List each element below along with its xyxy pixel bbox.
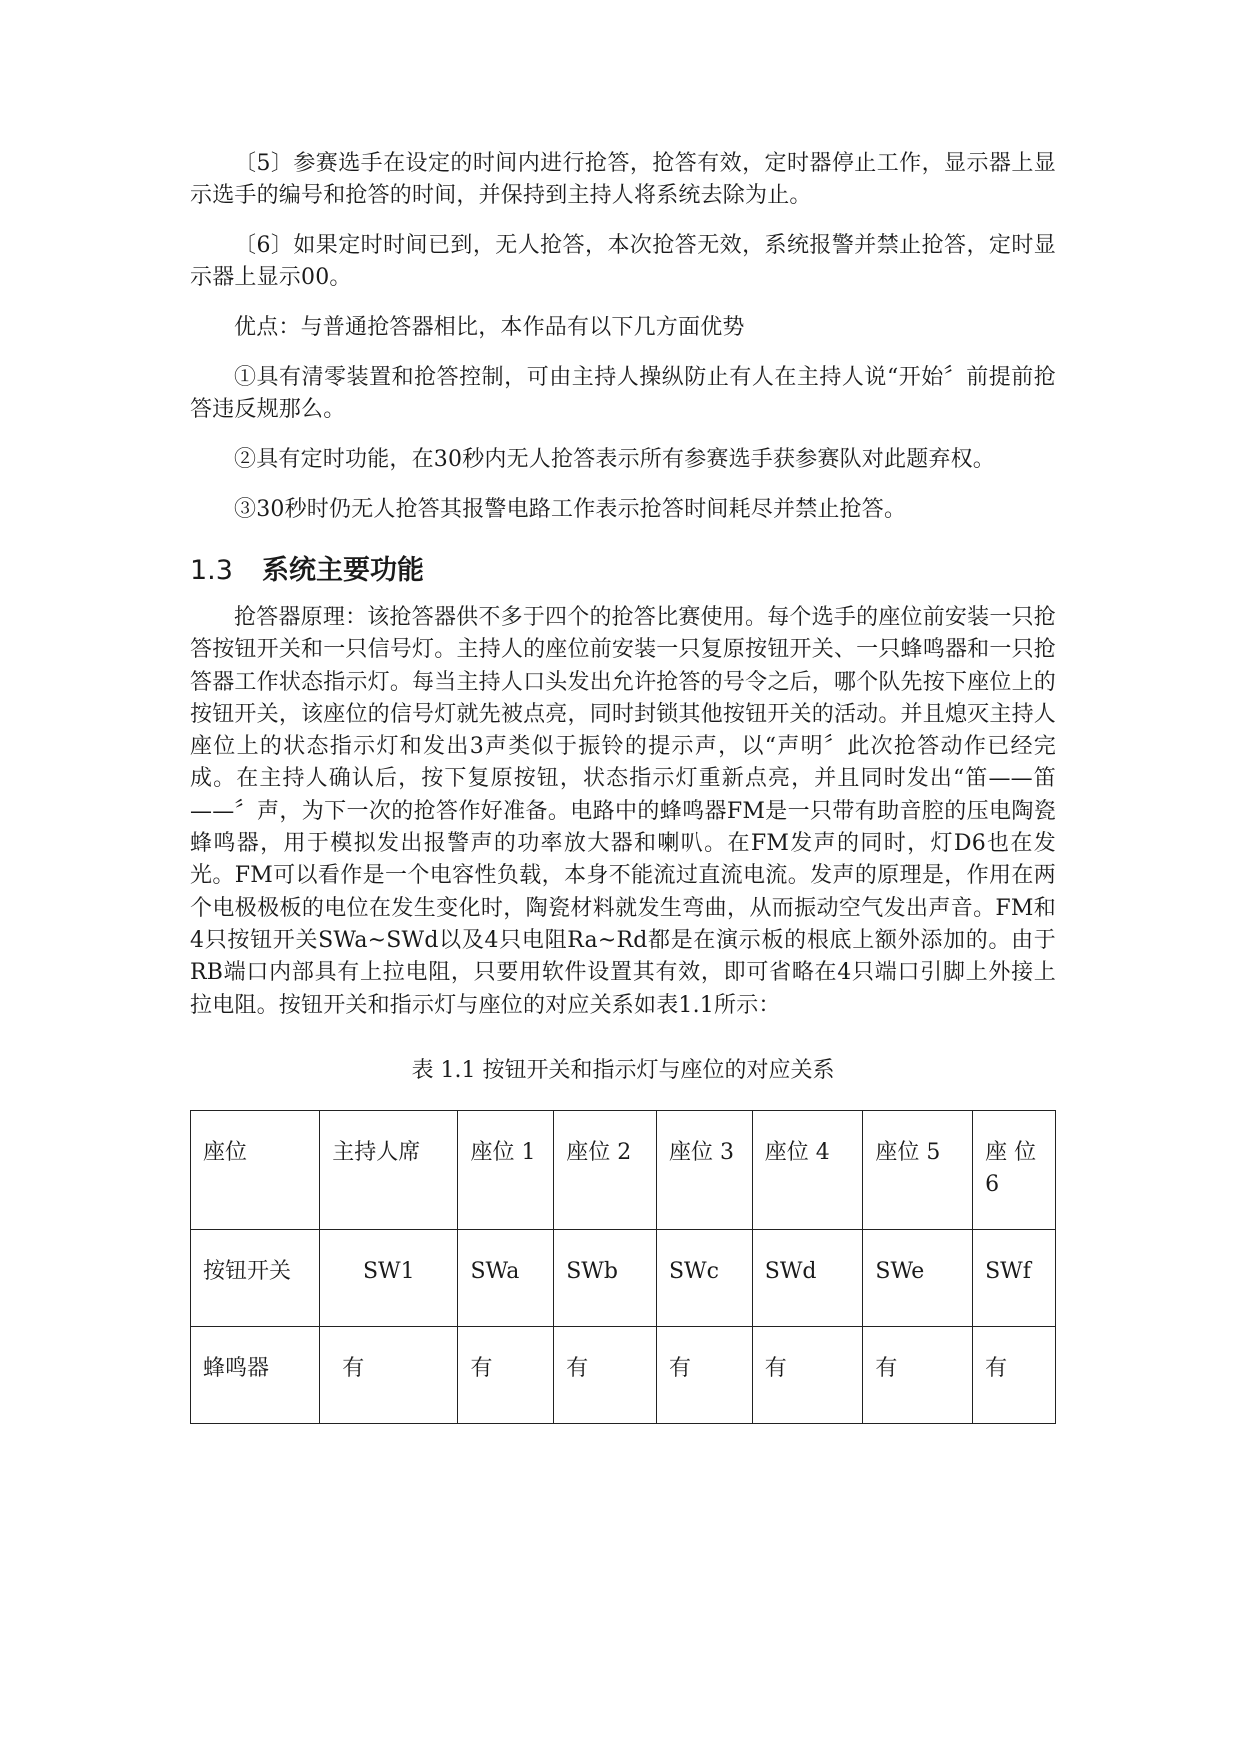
paragraph-item-6: 〔6〕如果定时时间已到，无人抢答，本次抢答无效，系统报警并禁止抢答，定时显示器上显示00。 — [190, 233, 1056, 290]
table-cell: 座位 3 — [656, 1110, 752, 1229]
document-page — [190, 148, 1056, 1424]
section-heading — [190, 554, 1056, 588]
paragraph-advantage-3: ③30秒时仍无人抢答其报警电路工作表示抢答时间耗尽并禁止抢答。 — [234, 497, 907, 522]
table-cell: SWb — [554, 1229, 657, 1326]
table-cell: 有 — [863, 1326, 973, 1423]
table-cell: 有 — [752, 1326, 863, 1423]
table-cell: 座位 5 — [863, 1110, 973, 1229]
table-cell: 主持人席 — [320, 1110, 458, 1229]
table-cell: 座位 4 — [752, 1110, 863, 1229]
table-cell: 有 — [973, 1326, 1056, 1423]
table-cell: 有 — [554, 1326, 657, 1423]
paragraph-item-5: 〔5〕参赛选手在设定的时间内进行抢答，抢答有效，定时器停止工作，显示器上显示选手的编号和抢答的时间，并保持到主持人将系统去除为止。 — [190, 151, 1056, 208]
seat-table — [190, 1110, 1056, 1424]
section-number: 1.3 — [190, 555, 233, 586]
table-row — [191, 1110, 1056, 1229]
table-cell: SWe — [863, 1229, 973, 1326]
table-cell: 按钮开关 — [191, 1229, 320, 1326]
paragraph-principle: 抢答器原理：该抢答器供不多于四个的抢答比赛使用。每个选手的座位前安装一只抢答按钮开关和一只信号灯。主持人的座位前安装一只复原按钮开关、一只蜂鸣器和一只抢答器工作状态指示灯。每当主持人口头发出允许抢答的号令之后，哪个队先按下座位上的按钮开关，该座位的信号灯就先被点亮，同时封锁其他按钮开关的活动。并且熄灭主持人座位上的状态指示灯和发出3声类似于振铃的提示声，以“声明〞此次抢答动作已经完成。在主持人确认后，按下复原按钮，状态指示灯重新点亮，并且同时发出“笛——笛——〞声，为下一次的抢答作好准备。电路中的蜂鸣器FM是一只带有助音腔的压电陶瓷蜂鸣器，用于模拟发出报警声的功率放大器和喇叭。在FM发声的同时，灯D6也在发光。FM可以看作是一个电容性负载，本身不能流过直流电流。发声的原理是，作用在两个电极极板的电位在发生变化时，陶瓷材料就发生弯曲，从而振动空气发出声音。FM和4只按钮开关SWa~SWd以及4只电阻Ra~Rd都是在演示板的根底上额外添加的。由于RB端口内部具有上拉电阻，只要用软件设置其有效，即可省略在4只端口引脚上外接上拉电阻。按钮开关和指示灯与座位的对应关系如表1.1所示： — [190, 605, 1056, 1018]
table-row — [191, 1229, 1056, 1326]
paragraph-advantage-1: ①具有清零装置和抢答控制，可由主持人操纵防止有人在主持人说“开始〞前提前抢答违反规那么。 — [190, 365, 1056, 422]
paragraph-advantage-2: ②具有定时功能，在30秒内无人抢答表示所有参赛选手获参赛队对此题弃权。 — [234, 447, 995, 472]
table-cell: SWd — [752, 1229, 863, 1326]
table-cell: 座位 2 — [554, 1110, 657, 1229]
table-cell: SWa — [458, 1229, 554, 1326]
table-caption: 表 1.1 按钮开关和指示灯与座位的对应关系 — [411, 1057, 835, 1083]
table-cell: SWc — [656, 1229, 752, 1326]
table-cell: 有 — [656, 1326, 752, 1423]
table-cell: 蜂鸣器 — [191, 1326, 320, 1423]
table-cell: 有 — [458, 1326, 554, 1423]
table-cell: 座 位 6 — [973, 1110, 1056, 1229]
table-cell: 座位 1 — [458, 1110, 554, 1229]
table-cell: 有 — [320, 1326, 458, 1423]
paragraph-advantages-intro: 优点：与普通抢答器相比，本作品有以下几方面优势 — [234, 315, 745, 340]
table-row — [191, 1326, 1056, 1423]
table-cell: 座位 — [191, 1110, 320, 1229]
section-title: 系统主要功能 — [262, 555, 424, 586]
table-cell: SWf — [973, 1229, 1056, 1326]
table-cell: SW1 — [320, 1229, 458, 1326]
